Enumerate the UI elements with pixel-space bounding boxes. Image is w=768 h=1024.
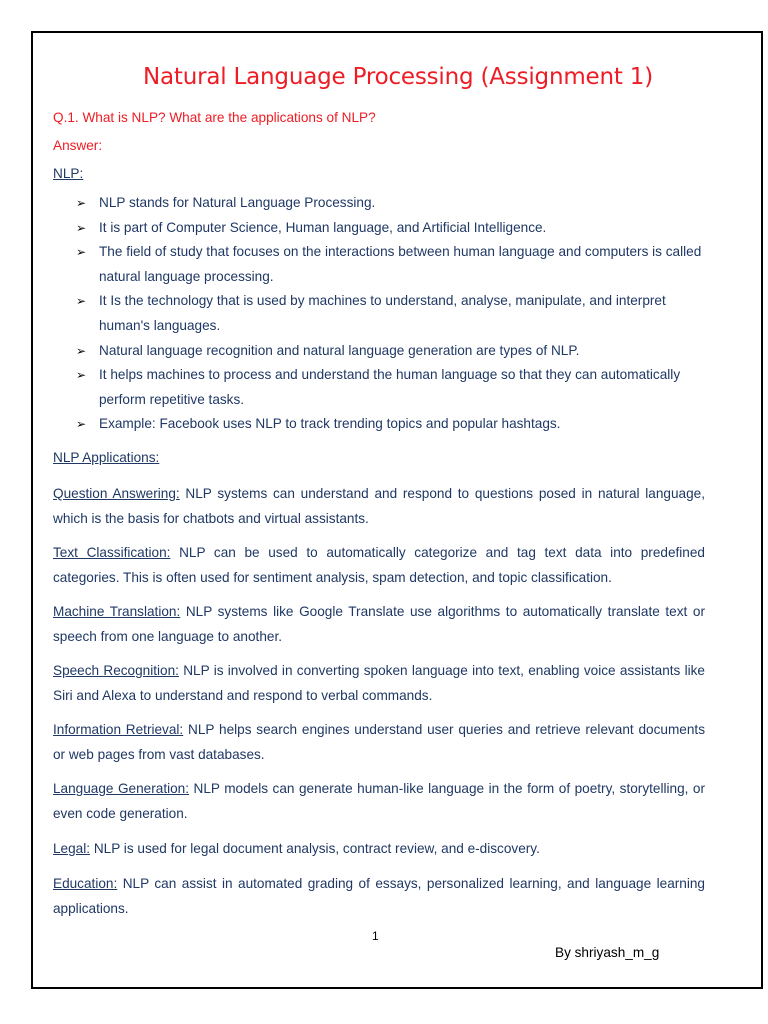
application-text-classification [53, 541, 705, 590]
application-legal [53, 837, 705, 862]
arrowhead-bullet-icon: ➢ [76, 220, 87, 235]
applications-heading: NLP Applications: [53, 450, 160, 465]
application-term: Text Classification: [53, 545, 171, 560]
bullet-item [76, 412, 716, 437]
bullet-text: It Is the technology that is used by machines to understand, analyse, manipulate, and interpret human's languages. [99, 293, 666, 333]
bullet-item [76, 363, 716, 412]
arrowhead-bullet-icon: ➢ [76, 368, 87, 383]
bullet-text: Example: Facebook uses NLP to track trending topics and popular hashtags. [99, 416, 561, 432]
arrowhead-bullet-icon: ➢ [76, 245, 87, 260]
application-description: NLP can be used to automatically categorize and tag text data into predefined categories. This is often used for sentiment analysis, spam detection, and topic classification. [53, 545, 705, 585]
application-information-retrieval [53, 718, 705, 767]
application-question-answering [53, 482, 705, 531]
application-description: NLP is used for legal document analysis, contract review, and e-discovery. [90, 841, 540, 856]
application-language-generation [53, 777, 705, 826]
application-description: NLP helps search engines understand user queries and retrieve relevant documents or web pages from vast databases. [53, 722, 705, 762]
application-speech-recognition [53, 659, 705, 708]
application-description: NLP models can generate human-like language in the form of poetry, storytelling, or even code generation. [53, 781, 705, 821]
application-description: NLP systems like Google Translate use algorithms to automatically translate text or speech from one language to another. [53, 604, 705, 644]
application-term: Speech Recognition: [53, 663, 179, 678]
bullet-item [76, 289, 716, 338]
arrowhead-bullet-icon: ➢ [76, 417, 87, 432]
application-term: Legal: [53, 841, 91, 856]
bullet-text: Natural language recognition and natural language generation are types of NLP. [99, 342, 580, 358]
application-term: Question Answering: [53, 486, 180, 501]
author-credit: By shriyash_m_g [555, 945, 660, 960]
application-description: NLP systems can understand and respond to questions posed in natural language, which is the basis for chatbots and virtual assistants. [53, 486, 705, 526]
arrowhead-bullet-icon: ➢ [76, 196, 87, 210]
document-title: Natural Language Processing (Assignment 1) [143, 64, 653, 90]
nlp-heading: NLP: [53, 166, 84, 181]
application-machine-translation [53, 600, 705, 649]
application-term: Education: [53, 876, 118, 891]
page-number: 1 [372, 929, 379, 943]
question-text: Q.1. What is NLP? What are the applications of NLP? [53, 110, 376, 125]
bullet-text: NLP stands for Natural Language Processing. [99, 195, 376, 210]
bullet-item [76, 191, 716, 216]
bullet-item [76, 240, 716, 289]
application-description: NLP is involved in converting spoken language into text, enabling voice assistants like Siri and Alexa to understand and respond to verbal commands. [53, 663, 705, 703]
bullet-item [76, 339, 716, 364]
arrowhead-bullet-icon: ➢ [76, 294, 87, 309]
arrowhead-bullet-icon: ➢ [76, 343, 87, 358]
application-term: Machine Translation: [53, 604, 181, 619]
application-description: NLP can assist in automated grading of essays, personalized learning, and language learning applications. [53, 876, 705, 916]
bullet-text: It is part of Computer Science, Human language, and Artificial Intelligence. [99, 219, 547, 235]
bullet-text: It helps machines to process and understand the human language so that they can automatically perform repetitive tasks. [99, 367, 681, 407]
application-term: Language Generation: [53, 781, 190, 796]
answer-label: Answer: [53, 138, 103, 153]
bullet-item [76, 216, 716, 241]
application-term: Information Retrieval: [53, 722, 184, 737]
nlp-bullet-list [76, 191, 716, 437]
application-education [53, 872, 705, 921]
bullet-text: The field of study that focuses on the interactions between human language and computers is called natural language processing. [99, 244, 702, 284]
